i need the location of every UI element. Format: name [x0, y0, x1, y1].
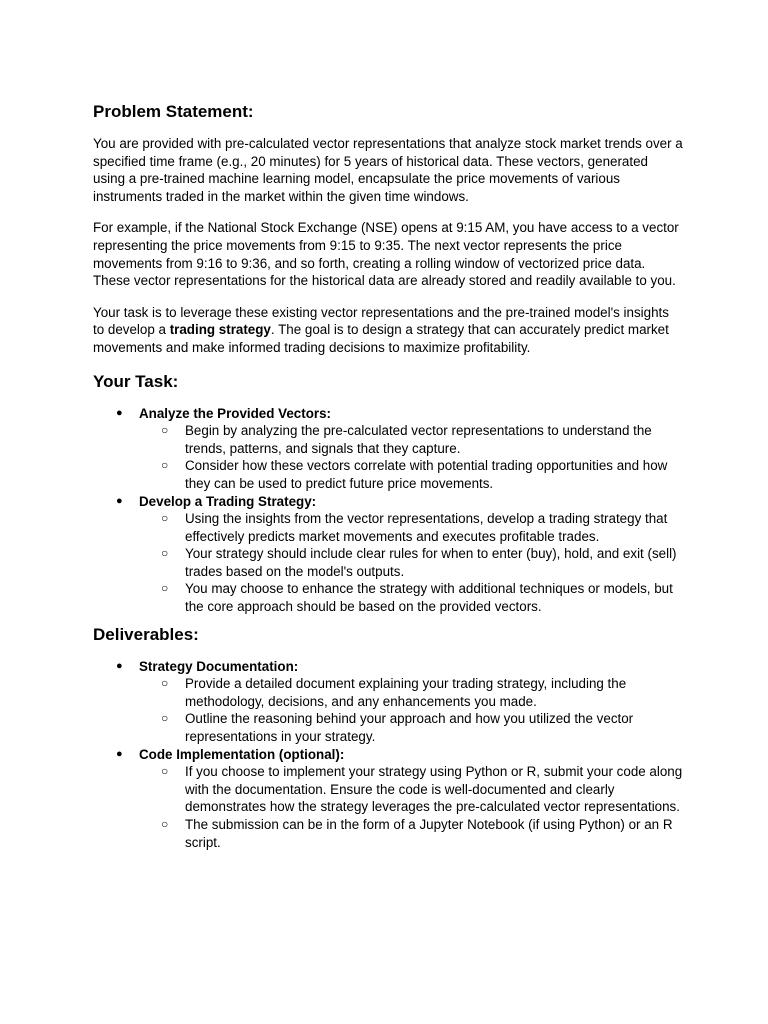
list-item	[139, 675, 683, 710]
list-item	[139, 457, 683, 492]
task-list	[93, 405, 683, 616]
problem-paragraph-2: For example, if the National Stock Exchange (NSE) opens at 9:15 AM, you have access to a vector representing the price movements from 9:15 to 9:35. The next vector represents the price movements from 9:16 to 9:36, and so forth, creating a rolling window of vectorized price data. These vector representations for the historical data are already stored and readily available to you.	[93, 220, 679, 289]
circle-bullet-icon: ○	[161, 764, 169, 779]
list-item-text: Your strategy should include clear rules for when to enter (buy), hold, and exit (sell) trades based on the model's outputs.	[185, 546, 677, 579]
list-item-text: The submission can be in the form of a Jupyter Notebook (if using Python) or an R script.	[185, 817, 673, 850]
circle-bullet-icon: ○	[161, 458, 169, 473]
deliverables-heading: Deliverables:	[93, 624, 199, 644]
list-item-text: You may choose to enhance the strategy with additional techniques or models, but the core approach should be based on the provided vectors.	[185, 581, 673, 615]
list-item-text: If you choose to implement your strategy using Python or R, submit your code along with the documentation. Ensure the code is well-documented and clearly demonstrates how the strategy leverages the pre-calculated vector representations.	[185, 764, 683, 815]
list-item-text: Consider how these vectors correlate with potential trading opportunities and how they can be used to predict future price movements.	[185, 458, 668, 491]
deliverable-item-title: Code Implementation (optional):	[139, 746, 345, 762]
circle-bullet-icon: ○	[161, 817, 169, 831]
list-item-text: Using the insights from the vector representations, develop a trading strategy that effectively predicts market movements and executes profitable trades.	[185, 511, 668, 544]
task-item-develop	[93, 493, 683, 616]
list-item-text: Begin by analyzing the pre-calculated vector representations to understand the trends, patterns, and signals that they capture.	[185, 423, 652, 456]
circle-bullet-icon: ○	[161, 711, 169, 726]
task-subitem-list	[139, 510, 683, 616]
circle-bullet-icon: ○	[161, 546, 169, 561]
task-item-title: Develop a Trading Strategy:	[139, 493, 317, 509]
circle-bullet-icon: ○	[161, 676, 169, 691]
circle-bullet-icon: ○	[161, 581, 169, 596]
bullet-icon: ●	[116, 494, 123, 507]
task-subitem-list	[139, 422, 683, 492]
list-item	[139, 816, 683, 851]
list-item-text: Provide a detailed document explaining your trading strategy, including the methodology, decisions, and any enhancements you made.	[185, 676, 627, 709]
circle-bullet-icon: ○	[161, 423, 169, 438]
deliverables-list	[93, 658, 683, 852]
bullet-icon: ●	[116, 659, 123, 672]
bullet-icon: ●	[116, 747, 123, 760]
problem-statement-heading: Problem Statement:	[93, 102, 254, 121]
problem-paragraph-3-start: Your task is to leverage these existing vector representations and the pre-trained model's insights to develop a	[93, 304, 669, 338]
your-task-heading: Your Task:	[93, 371, 179, 391]
list-item	[139, 422, 683, 457]
deliverable-item-documentation	[93, 658, 683, 746]
deliverable-subitem-list	[139, 763, 683, 851]
problem-paragraph-3	[93, 304, 683, 357]
deliverable-item-code	[93, 746, 683, 852]
circle-bullet-icon: ○	[161, 511, 169, 526]
list-item	[139, 545, 683, 580]
deliverable-subitem-list	[139, 675, 683, 745]
task-item-title: Analyze the Provided Vectors:	[139, 405, 331, 421]
trading-strategy-emphasis: trading strategy	[169, 322, 271, 338]
list-item	[139, 580, 683, 615]
list-item-text: Outline the reasoning behind your approach and how you utilized the vector representations in your strategy.	[185, 711, 634, 745]
problem-paragraph-1: You are provided with pre-calculated vector representations that analyze stock market trends over a specified time frame (e.g., 20 minutes) for 5 years of historical data. These vectors, generated using a pre-trained machine learning model, encapsulate the price movements of various instruments traded in the market within the given time windows.	[93, 136, 683, 204]
deliverable-item-title: Strategy Documentation:	[139, 658, 299, 674]
list-item	[139, 763, 683, 816]
document-page	[93, 101, 683, 851]
task-item-analyze	[93, 405, 683, 493]
problem-paragraph-3-end: . The goal is to design a strategy that can accurately predict market movements and make informed trading decisions to maximize profitability.	[93, 322, 669, 355]
bullet-icon: ●	[116, 406, 123, 419]
list-item	[139, 710, 683, 745]
list-item	[139, 510, 683, 545]
